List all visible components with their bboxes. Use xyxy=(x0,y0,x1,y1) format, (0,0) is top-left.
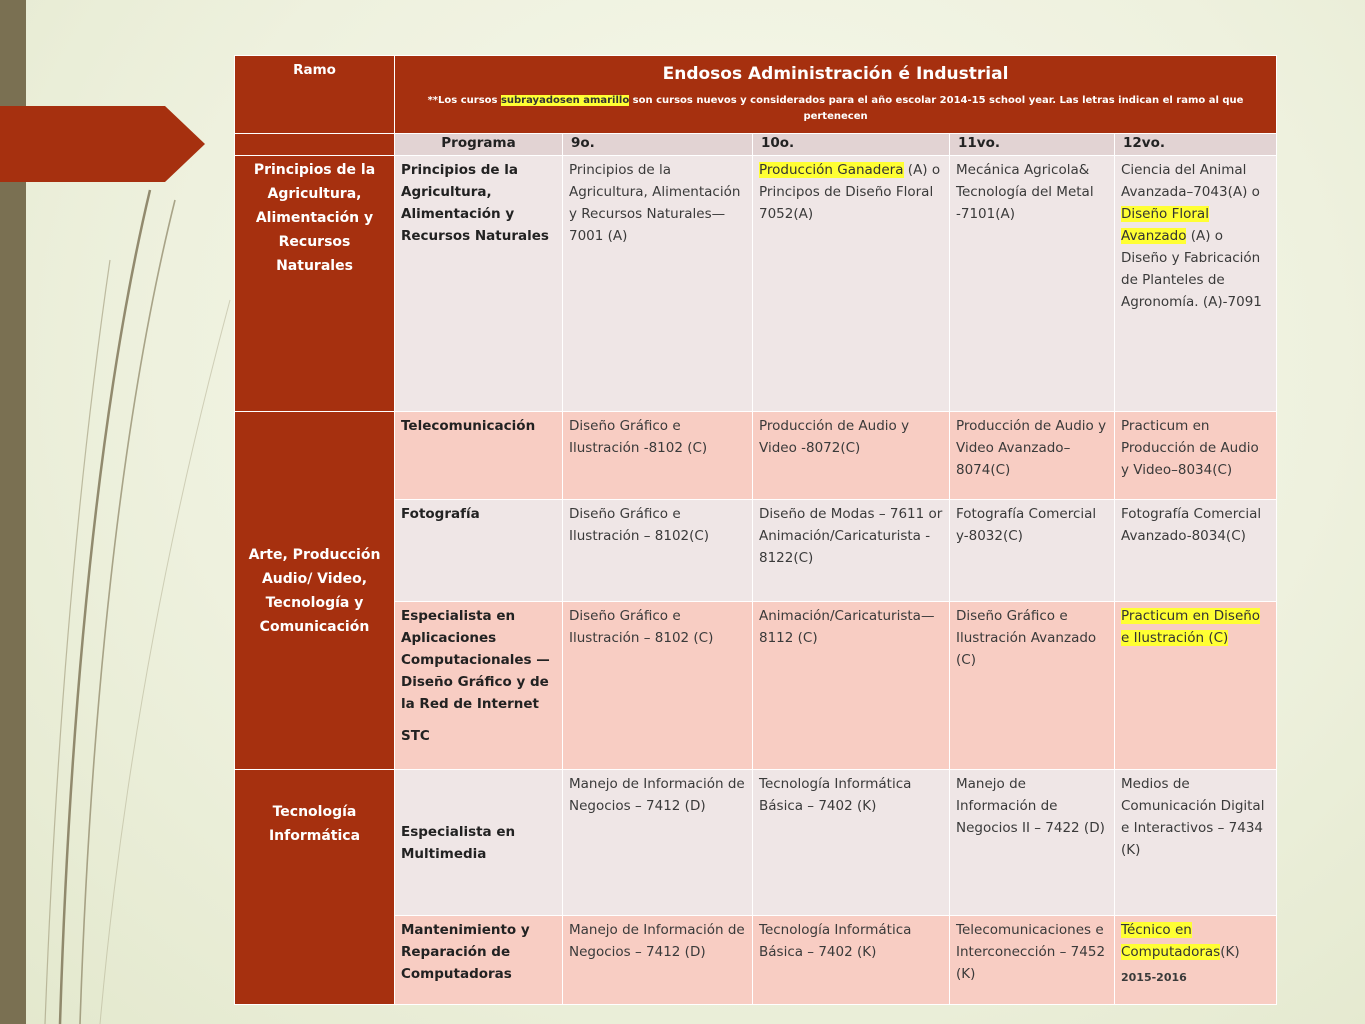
agri-9: Principios de la Agricultura, Alimentación y Recursos Naturales—7001 (A) xyxy=(563,156,753,412)
mant-9: Manejo de Información de Negocios – 7412 (D) xyxy=(563,916,753,1005)
foto-12: Fotografía Comercial Avanzado-8034(C) xyxy=(1115,500,1277,602)
foto-10: Diseño de Modas – 7611 or Animación/Caricaturista - 8122(C) xyxy=(753,500,950,602)
col-header-10: 10o. xyxy=(753,134,950,156)
course-endorsement-table xyxy=(234,55,1277,1005)
col-header-programa: Programa xyxy=(395,134,563,156)
multi-11: Manejo de Información de Negocios II – 7422 (D) xyxy=(950,770,1115,916)
subheader-spacer xyxy=(235,134,395,156)
ramo-arte: Arte, Producción Audio/ Video, Tecnología y Comunicación xyxy=(235,412,395,770)
foto-9: Diseño Gráfico e Ilustración – 8102(C) xyxy=(563,500,753,602)
espe-10: Animación/Caricaturista—8112 (C) xyxy=(753,602,950,770)
table-row xyxy=(235,412,1277,500)
ramo-header: Ramo xyxy=(235,56,395,134)
programa-agricultura: Principios de la Agricultura, Alimentación y Recursos Naturales xyxy=(395,156,563,412)
table-row xyxy=(235,156,1277,412)
agri-11: Mecánica Agricola& Tecnología del Metal -7101(A) xyxy=(950,156,1115,412)
multi-12: Medios de Comunicación Digital e Interactivos – 7434 (K) xyxy=(1115,770,1277,916)
foto-11: Fotografía Comercial y-8032(C) xyxy=(950,500,1115,602)
year-label: 2015-2016 xyxy=(1121,971,1187,984)
programa-multimedia: Especialista en Multimedia xyxy=(395,770,563,916)
tele-11: Producción de Audio y Video Avanzado–8074(C) xyxy=(950,412,1115,500)
tele-9: Diseño Gráfico e Ilustración -8102 (C) xyxy=(563,412,753,500)
col-header-12: 12vo. xyxy=(1115,134,1277,156)
table-note: **Los cursos subrayadosen amarillo son cursos nuevos y considerados para el año escolar 2014-15 school year. Las letras indican el ramo al que pertenecen xyxy=(427,95,1244,122)
note-highlight-1: subrayados xyxy=(500,95,566,106)
espe-12: Practicum en Diseño e Ilustración (C) xyxy=(1115,602,1277,770)
programa-mantenimiento: Mantenimiento y Reparación de Computadoras xyxy=(395,916,563,1005)
table-row xyxy=(235,770,1277,916)
agri-12: Ciencia del Animal Avanzada–7043(A) o Diseño Floral Avanzado (A) o Diseño y Fabricación de Planteles de Agronomía. (A)-7091 xyxy=(1115,156,1277,412)
tele-12: Practicum en Producción de Audio y Video–8034(C) xyxy=(1115,412,1277,500)
multi-10: Tecnología Informática Básica – 7402 (K) xyxy=(753,770,950,916)
multi-9: Manejo de Información de Negocios – 7412 (D) xyxy=(563,770,753,916)
programa-telecomunicacion: Telecomunicación xyxy=(395,412,563,500)
espe-11: Diseño Gráfico e Ilustración Avanzado (C) xyxy=(950,602,1115,770)
mant-11: Telecomunicaciones e Interconección – 7452 (K) xyxy=(950,916,1115,1005)
table-title: Endosos Administración é Industrial xyxy=(662,64,1009,84)
col-header-11: 11vo. xyxy=(950,134,1115,156)
col-header-9: 9o. xyxy=(563,134,753,156)
programa-especialista-aplicaciones: Especialista en Aplicaciones Computacionales —Diseño Gráfico y de la Red de Internet STC xyxy=(395,602,563,770)
mant-10: Tecnología Informática Básica – 7402 (K) xyxy=(753,916,950,1005)
ramo-tecnologia: Tecnología Informática xyxy=(235,770,395,1005)
table-title-cell xyxy=(395,56,1277,134)
espe-9: Diseño Gráfico e Ilustración – 8102 (C) xyxy=(563,602,753,770)
note-highlight-2: en amarillo xyxy=(565,95,630,106)
mant-12: Técnico en Computadoras(K) 2015-2016 xyxy=(1115,916,1277,1005)
ramo-agricultura: Principios de la Agricultura, Alimentación y Recursos Naturales xyxy=(235,156,395,412)
agri-10: Producción Ganadera (A) o Principos de Diseño Floral 7052(A) xyxy=(753,156,950,412)
tele-10: Producción de Audio y Video -8072(C) xyxy=(753,412,950,500)
stc-label: STC xyxy=(401,728,430,744)
programa-fotografia: Fotografía xyxy=(395,500,563,602)
